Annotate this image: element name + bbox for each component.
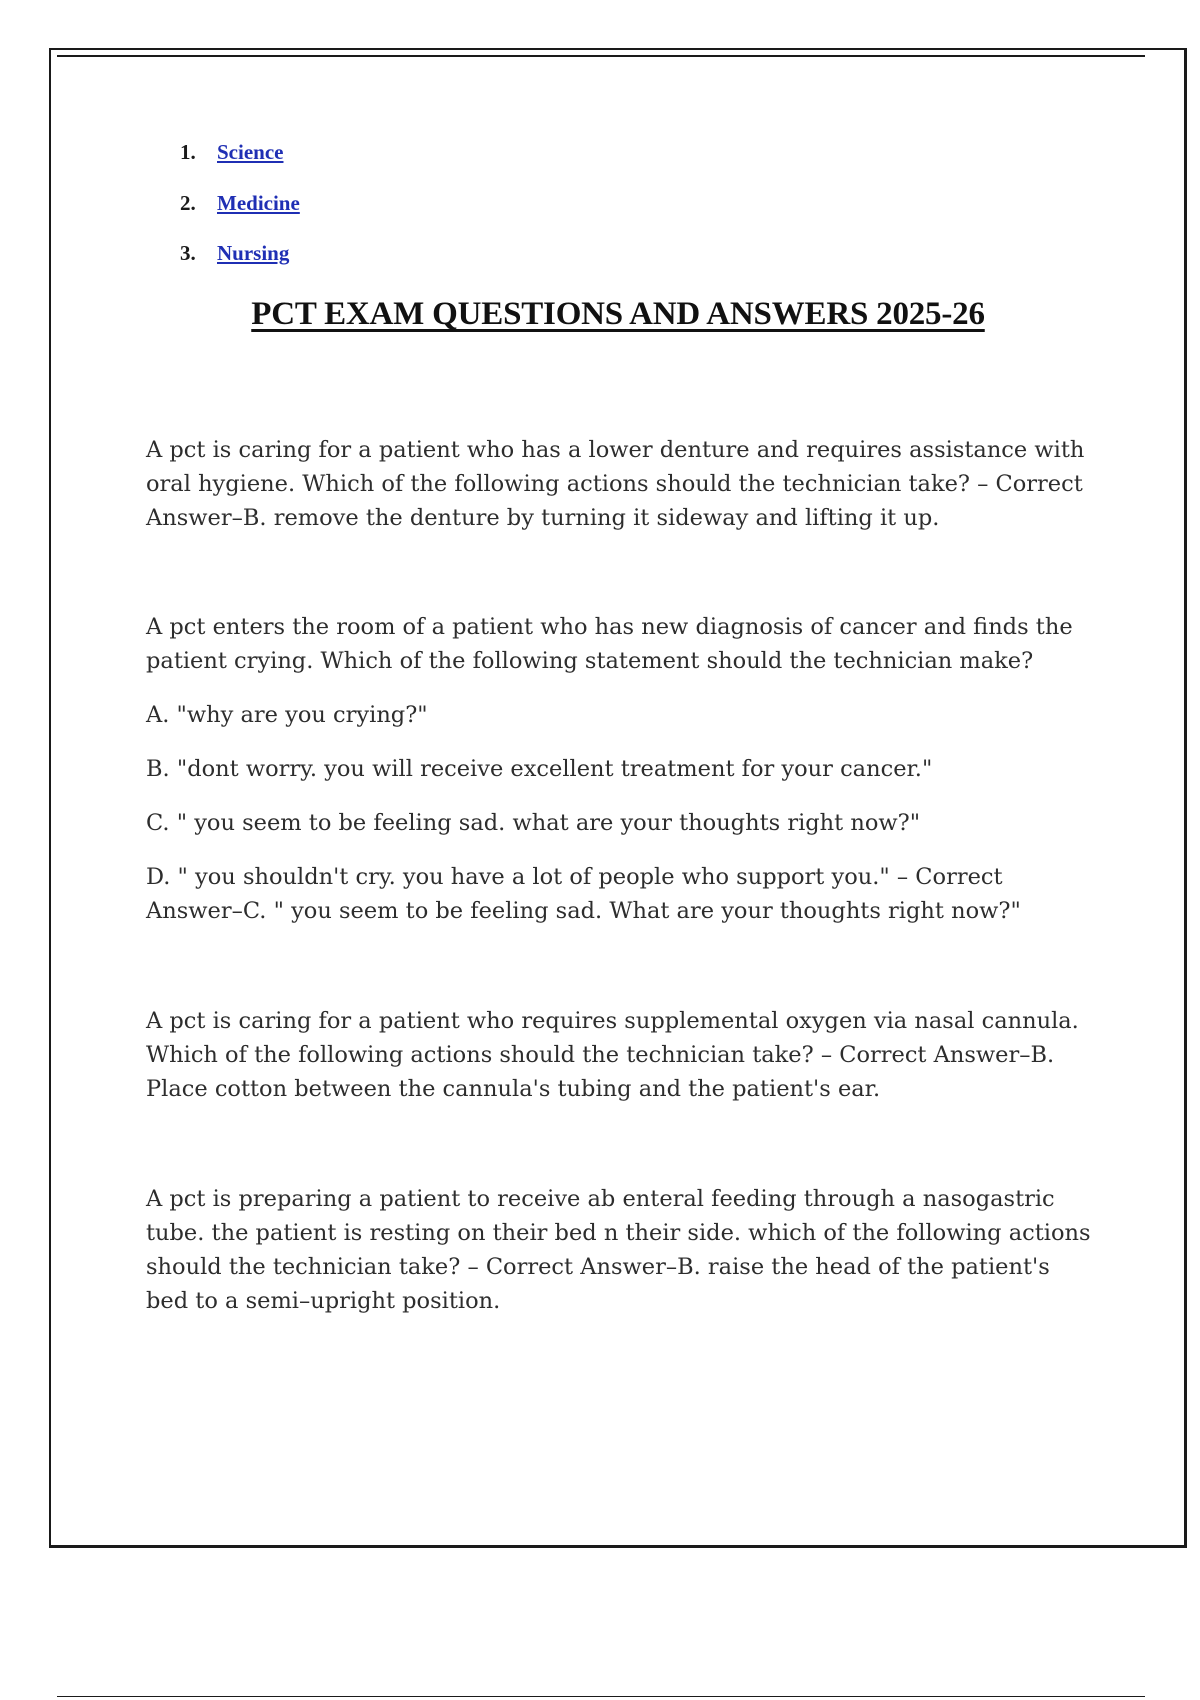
breadcrumb xyxy=(180,140,300,292)
question-block xyxy=(146,1182,1096,1318)
bottom-rule xyxy=(57,1696,1145,1697)
breadcrumb-item-science xyxy=(180,140,300,191)
breadcrumb-item-medicine xyxy=(180,191,300,242)
question-text: A pct is caring for a patient who has a lower denture and requires assistance with oral hygiene. Which of the following actions should the technician take? – Correct Answer–B. remove the denture by turning it sideway and lifting it up. xyxy=(146,437,1085,531)
breadcrumb-link-medicine[interactable]: Medicine xyxy=(217,190,300,215)
breadcrumb-number: 2. xyxy=(180,190,196,215)
answer-option-c: C. " you seem to be feeling sad. what are your thoughts right now?" xyxy=(146,810,921,836)
question-block xyxy=(146,1004,1096,1106)
question-text: A pct is caring for a patient who requires supplemental oxygen via nasal cannula. Which of the following actions should the technician take? – Correct Answer–B. Place cotton between the cannula's tubing and the patient's ear. xyxy=(146,1008,1079,1102)
breadcrumb-link-science[interactable]: Science xyxy=(217,140,284,164)
question-text: A pct is preparing a patient to receive ab enteral feeding through a nasogastric tube. the patient is resting on their bed n their side. which of the following actions should the technician take? – Correct Answer–B. raise the head of the patient's bed to a semi–upright position. xyxy=(146,1186,1091,1314)
breadcrumb-number: 3. xyxy=(180,241,196,265)
answer-option-a: A. "why are you crying?" xyxy=(146,702,428,728)
page-title: PCT EXAM QUESTIONS AND ANSWERS 2025-26 xyxy=(251,296,985,332)
question-block xyxy=(146,610,1096,928)
answer-option-d: D. " you shouldn't cry. you have a lot of people who support you." – Correct Answer–C. " you seem to be feeling sad. What are your thoughts right now?" xyxy=(146,864,1021,924)
breadcrumb-item-nursing xyxy=(180,241,300,292)
question-stem: A pct enters the room of a patient who has new diagnosis of cancer and finds the patient crying. Which of the following statement should the technician make? xyxy=(146,614,1073,674)
question-block xyxy=(146,433,1096,535)
answer-option-b: B. "dont worry. you will receive excellent treatment for your cancer." xyxy=(146,756,933,782)
breadcrumb-number: 1. xyxy=(180,140,196,164)
breadcrumb-link-nursing[interactable]: Nursing xyxy=(217,241,290,265)
